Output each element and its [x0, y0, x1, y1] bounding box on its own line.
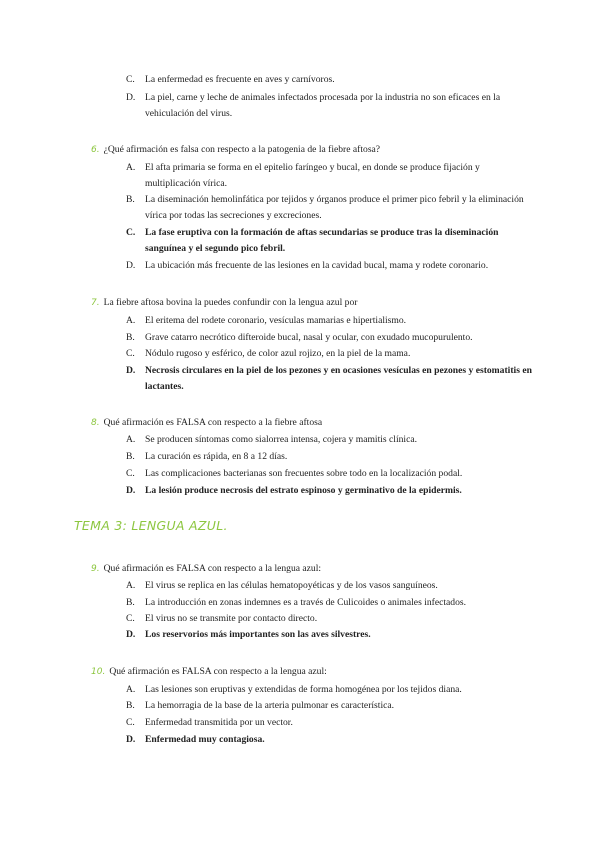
question-number: 8. — [91, 418, 100, 428]
option-letter: C. — [126, 348, 135, 359]
option-text: Las complicaciones bacterianas son frecuentes sobre todo en la localización podal. — [145, 468, 463, 479]
question-number: 7. — [91, 298, 100, 308]
option-text: El afta primaria se forma en el epitelio faríngeo y bucal, en donde se produce fijación y multiplicación vírica. — [145, 162, 480, 189]
option-letter: B. — [126, 194, 135, 205]
intro-option-c — [126, 72, 536, 88]
option-text: La introducción en zonas indemnes es a través de Culicoides o animales infectados. — [145, 597, 467, 608]
q9-option-b — [126, 595, 536, 611]
q8-option-b — [126, 449, 536, 465]
q6-option-b — [126, 192, 536, 224]
option-text: Los reservorios más importantes son las aves silvestres. — [145, 629, 371, 640]
section-title: TEMA 3: LENGUA AZUL. — [74, 518, 228, 533]
question-6 — [91, 142, 531, 158]
option-letter: A. — [126, 580, 136, 591]
option-letter: D. — [126, 734, 136, 745]
q6-option-c-correct — [126, 225, 536, 257]
question-text: Qué afirmación es FALSA con respecto a la fiebre aftosa — [103, 417, 323, 428]
option-letter: A. — [126, 434, 136, 445]
question-text: La fiebre aftosa bovina la puedes confundir con la lengua azul por — [103, 297, 358, 308]
question-number: 10. — [91, 667, 106, 677]
question-text: Qué afirmación es FALSA con respecto a la lengua azul: — [109, 666, 327, 677]
option-text: La curación es rápida, en 8 a 12 días. — [145, 451, 288, 462]
option-text: El virus no se transmite por contacto directo. — [145, 613, 318, 624]
q10-option-d-correct — [126, 732, 536, 748]
q7-option-b — [126, 330, 536, 346]
option-text: El virus se replica en las células hematopoyéticas y de los vasos sanguíneos. — [145, 580, 438, 591]
q7-option-d-correct — [126, 363, 536, 395]
option-letter: B. — [126, 332, 135, 343]
option-letter: B. — [126, 700, 135, 711]
option-text: Enfermedad transmitida por un vector. — [145, 717, 293, 728]
q7-option-a — [126, 313, 536, 329]
option-text: La piel, carne y leche de animales infectados procesada por la industria no son eficaces en la vehiculación del virus. — [145, 92, 501, 119]
option-text: La fase eruptiva con la formación de aftas secundarias se produce tras la diseminación sanguínea y el segundo pico febril. — [145, 227, 499, 254]
option-letter: A. — [126, 315, 136, 326]
option-text: La diseminación hemolinfática por tejidos y órganos produce el primer pico febril y la eliminación vírica por todas las secreciones y excreciones. — [145, 194, 524, 221]
option-text: Grave catarro necrótico difteroide bucal, nasal y ocular, con exudado mucopurulento. — [145, 332, 473, 343]
option-letter: A. — [126, 162, 136, 173]
option-letter: D. — [126, 260, 136, 271]
intro-option-d — [126, 90, 536, 122]
option-text: La ubicación más frecuente de las lesiones en la cavidad bucal, mama y rodete coronario. — [145, 260, 489, 271]
question-8 — [91, 415, 531, 431]
option-letter: C. — [126, 717, 135, 728]
q6-option-d — [126, 258, 536, 274]
option-letter: D. — [126, 629, 136, 640]
option-letter: B. — [126, 597, 135, 608]
q10-option-a — [126, 682, 536, 698]
option-text: Las lesiones son eruptivas y extendidas de forma homogénea por los tejidos diana. — [145, 684, 462, 695]
option-text: Enfermedad muy contagiosa. — [145, 734, 265, 745]
q9-option-d-correct — [126, 627, 536, 643]
q9-option-a — [126, 578, 536, 594]
option-letter: A. — [126, 684, 136, 695]
q8-option-d-correct — [126, 483, 536, 499]
question-text: ¿Qué afirmación es falsa con respecto a la patogenia de la fiebre aftosa? — [103, 144, 381, 155]
option-text: El eritema del rodete coronario, vesículas mamarias e hipertialismo. — [145, 315, 407, 326]
q6-option-a — [126, 160, 536, 192]
q7-option-c — [126, 346, 536, 362]
option-text: Nódulo rugoso y esférico, de color azul rojizo, en la piel de la mama. — [145, 348, 411, 359]
option-letter: C. — [126, 468, 135, 479]
q10-option-c — [126, 715, 536, 731]
option-letter: C. — [126, 613, 135, 624]
question-number: 6. — [91, 145, 100, 155]
q10-option-b — [126, 698, 536, 714]
question-7 — [91, 295, 531, 311]
question-number: 9. — [91, 564, 100, 574]
q9-option-c — [126, 611, 536, 627]
option-letter: C. — [126, 227, 136, 238]
q8-option-c — [126, 466, 536, 482]
option-text: La lesión produce necrosis del estrato espinoso y germinativo de la epidermis. — [145, 485, 462, 496]
option-text: Necrosis circulares en la piel de los pezones y en ocasiones vesículas en pezones y estomatitis en lactantes. — [145, 365, 532, 392]
option-letter: D. — [126, 485, 136, 496]
option-letter: C. — [126, 74, 135, 85]
option-letter: D. — [126, 365, 136, 376]
question-10 — [91, 664, 531, 680]
option-text: La hemorragia de la base de la arteria pulmonar es característica. — [145, 700, 395, 711]
option-text: Se producen síntomas como sialorrea intensa, cojera y mamitis clínica. — [145, 434, 418, 445]
option-letter: B. — [126, 451, 135, 462]
q8-option-a — [126, 432, 536, 448]
question-9 — [91, 561, 531, 577]
option-text: La enfermedad es frecuente en aves y carnívoros. — [145, 74, 335, 85]
option-letter: D. — [126, 92, 136, 103]
question-text: Qué afirmación es FALSA con respecto a la lengua azul: — [103, 563, 322, 574]
